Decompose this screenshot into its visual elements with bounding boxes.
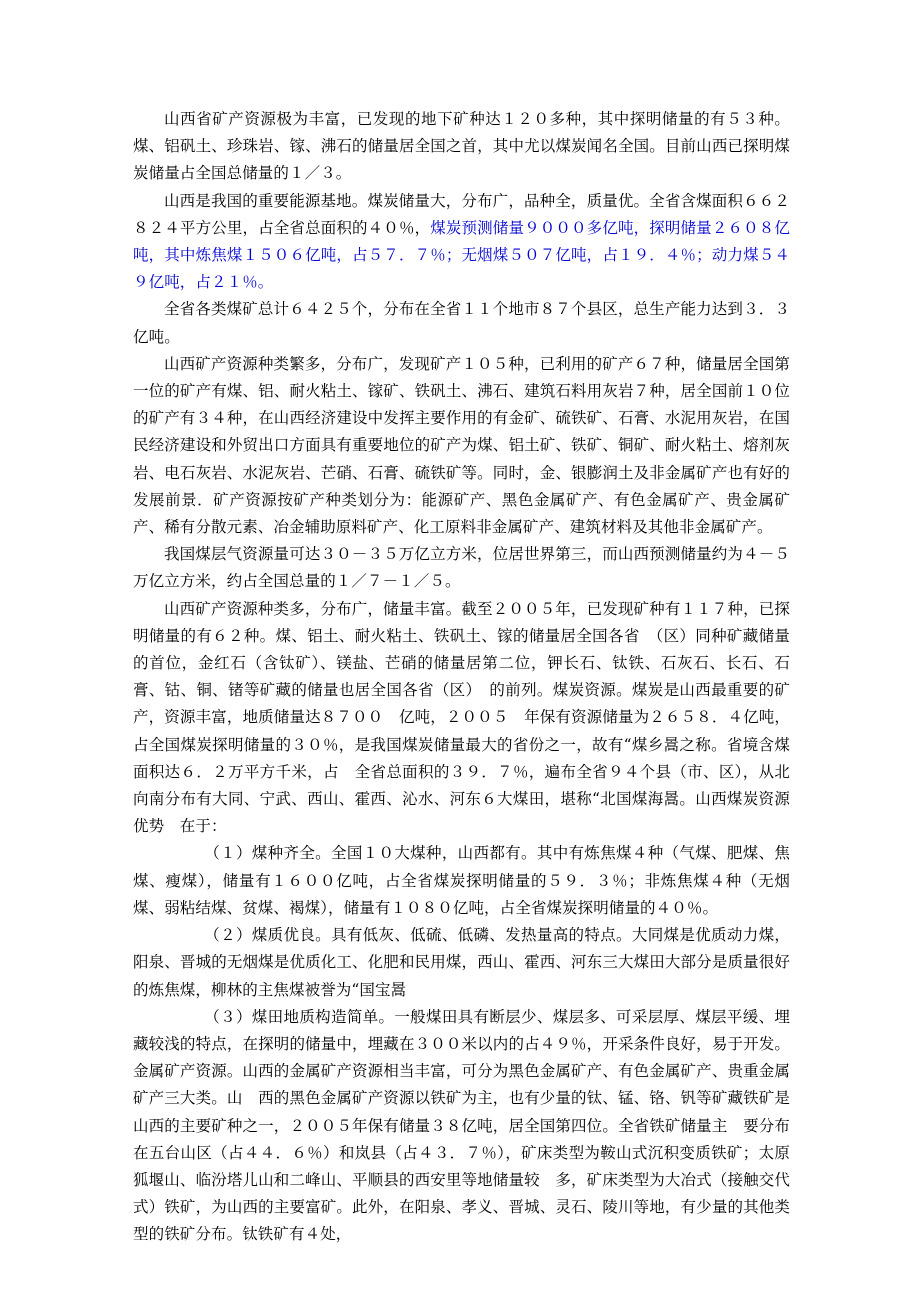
paragraph (133, 596, 790, 841)
paragraph (133, 541, 790, 595)
text-run: （３）煤田地质构造简单。一般煤田具有断层少、煤层多、可采层厚、煤层平缓、埋藏较浅的特点，在探明的储量中，埋藏在３００米以内的占４９％，开采条件良好，易于开发。金属矿产资源。山西的金属矿产资源相当丰富，可分为黑色金属矿产、有色金属矿产、贵重金属矿产三大类。山 西的黑色金属矿产资源以铁矿为主，也有少量的钛、锰、铬、钒等矿藏铁矿是山西的主要矿种之一，２００５年保有储量３８亿吨，居全国第四位。全省铁矿储量主 要分布在五台山区（占４４．６％）和岚县（占４３．７％），矿床类型为鞍山式沉积变质铁矿；太原狐堰山、临汾塔儿山和二峰山、平顺县的西安里等地储量较 多，矿床类型为大冶式（接触交代式）铁矿，为山西的主要富矿。此外，在阳泉、孝义、晋城、灵石、陵川等地，有少量的其他类型的铁矿分布。钛铁矿有４处， (133, 1007, 790, 1244)
paragraph (133, 1004, 790, 1249)
text-run: 山西矿产资源种类多，分布广，储量丰富。截至２００５年，已发现矿种有１１７种，已探明储量的有６２种。煤、铝土、耐火粘土、铁矾土、镓的储量居全国各省 （区）同种矿藏储量的首位，金红石（含钛矿）、镁盐、芒硝的储量居第二位，钾长石、钛铁、石灰石、长石、石膏、钴、铜、锗等矿藏的储量也居全国各省（区） 的前列。煤炭资源。煤炭是山西最重要的矿产，资源丰富，地质储量达８７００ 亿吨，２００５ 年保有资源储量为２６５８．４亿吨，占全国煤炭探明储量的３０％，是我国煤炭储量最大的省份之一，故有“煤乡暠之称。省境含煤面积达６．２万平方千米，占 全省总面积的３９．７％，遍布全省９４个县（市、区），从北向南分布有大同、宁武、西山、霍西、沁水、河东６大煤田，堪称“北国煤海暠。山西煤炭资源优势 在于： (133, 599, 790, 836)
paragraph (133, 106, 790, 188)
paragraph (133, 296, 790, 350)
text-run: 山西省矿产资源极为丰富，已发现的地下矿种达１２０多种，其中探明储量的有５３种。煤、铝矾土、珍珠岩、镓、沸石的储量居全国之首，其中尤以煤炭闻名全国。目前山西已探明煤炭储量占全国总储量的１／３。 (133, 110, 790, 183)
paragraph (133, 351, 790, 541)
document-body (133, 106, 790, 1249)
text-run: （２）煤质优良。具有低灰、低硫、低磷、发热量高的特点。大同煤是优质动力煤，阳泉、晋城的无烟煤是优质化工、化肥和民用煤，西山、霍西、河东三大煤田大部分是质量很好的炼焦煤，柳林的主焦煤被誉为“国宝暠 (133, 926, 790, 999)
text-run: 全省各类煤矿总计６４２５个，分布在全省１１个地市８７个县区，总生产能力达到３．３亿吨。 (133, 300, 790, 346)
paragraph (133, 922, 790, 1004)
paragraph (133, 840, 790, 922)
text-run: （１）煤种齐全。全国１０大煤种，山西都有。其中有炼焦煤４种（气煤、肥煤、焦煤、瘦煤），储量有１６００亿吨，占全省煤炭探明储量的５９．３％；非炼焦煤４种（无烟煤、弱粘结煤、贫煤、褐煤），储量有１０８０亿吨，占全省煤炭探明储量的４０％。 (133, 844, 790, 917)
text-run: 山西是我国的重要能源基地。煤炭储量大，分布广，品种全，质量优。全省含煤面积６６２８２４平方公里，占全省总面积的４０％， (133, 191, 790, 237)
text-run: 我国煤层气资源量可达３０－３５万亿立方米，位居世界第三，而山西预测储量约为４－５万亿立方米，约占全国总量的１／７－１／５。 (133, 545, 790, 591)
highlighted-text-run: 煤炭预测储量９０００多亿吨，探明储量２６０８亿吨，其中炼焦煤１５０６亿吨，占５７．７％；无烟煤５０７亿吨，占１９．４％；动力煤５４９亿吨，占２１％。 (133, 218, 790, 292)
paragraph (133, 188, 790, 297)
text-run: 山西矿产资源种类繁多，分布广，发现矿产１０５种，已利用的矿产６７种，储量居全国第一位的矿产有煤、铝、耐火粘土、镓矿、铁矾土、沸石、建筑石料用灰岩７种，居全国前１０位的矿产有３４种，在山西经济建设中发挥主要作用的有金矿、硫铁矿、石膏、水泥用灰岩，在国民经济建设和外贸出口方面具有重要地位的矿产为煤、铝土矿、铁矿、铜矿、耐火粘土、熔剂灰岩、电石灰岩、水泥灰岩、芒硝、石膏、硫铁矿等。同时，金、银膨润土及非金属矿产也有好的发展前景．矿产资源按矿产种类划分为：能源矿产、黑色金属矿产、有色金属矿产、贵金属矿产、稀有分散元素、冶金辅助原料矿产、化工原料非金属矿产、建筑材料及其他非金属矿产。 (133, 354, 790, 537)
